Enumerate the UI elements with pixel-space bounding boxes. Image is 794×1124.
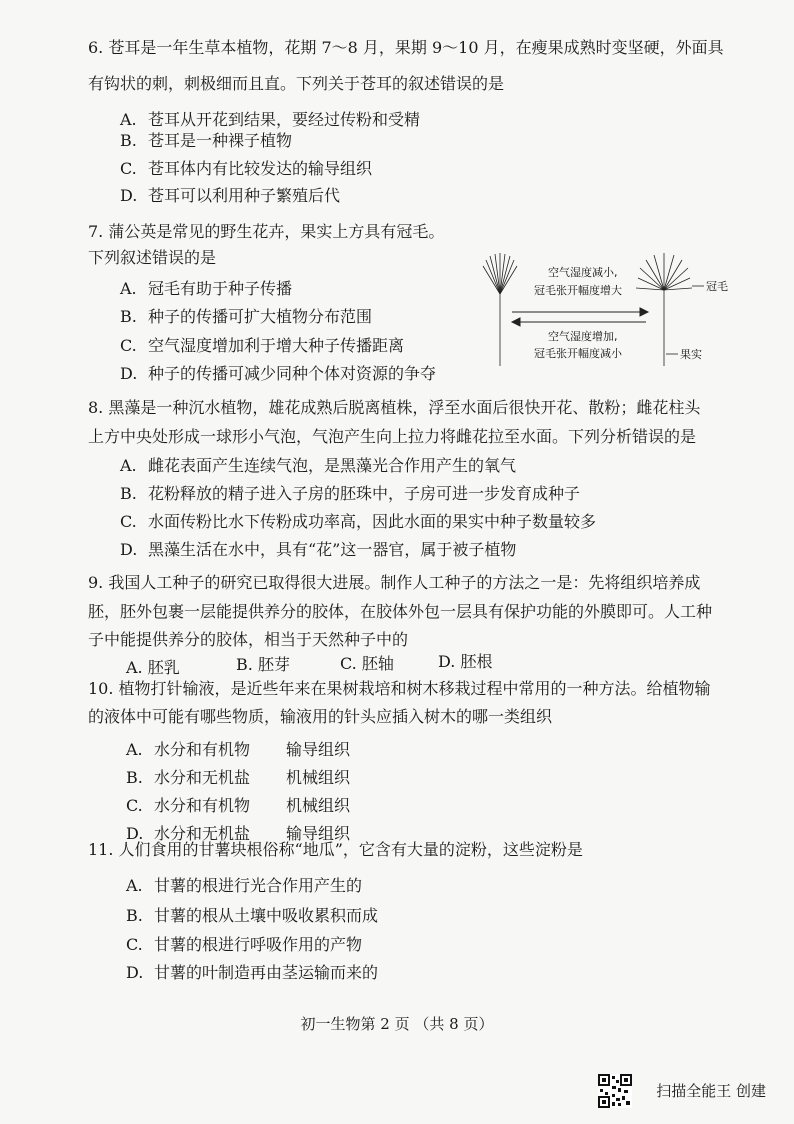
q11-stem-line1: 11. 人们食用的甘薯块根俗称“地瓜”，它含有大量的淀粉，这些淀粉是 [88, 840, 583, 859]
q11-option-b: B. 甘薯的根从土壤中吸收累积而成 [126, 906, 379, 925]
q9-stem-line2: 胚，胚外包裹一层能提供养分的胶体，在胶体外包一层具有保护功能的外膜即可。人工种 [88, 602, 713, 621]
q6-option-a: A. 苍耳从开花到结果，要经过传粉和受精 [120, 110, 421, 129]
q9-option-c: C. 胚轴 [340, 654, 394, 673]
q11-option-a: A. 甘薯的根进行光合作用产生的 [126, 876, 363, 895]
q9-stem-line3: 子中能提供养分的胶体，相当于天然种子中的 [88, 630, 409, 649]
q9-stem-line1: 9. 我国人工种子的研究已取得很大进展。制作人工种子的方法之一是：先将组织培养成 [88, 573, 701, 592]
q7-option-d: D. 种子的传播可减少同种个体对资源的争夺 [120, 364, 437, 383]
q9-option-b: B. 胚芽 [236, 655, 290, 674]
scanner-stamp: 扫描全能王 创建 [656, 1082, 766, 1100]
q7-option-a: A. 冠毛有助于种子传播 [120, 279, 293, 298]
q11-option-d: D. 甘薯的叶制造再由茎运输而来的 [126, 963, 379, 982]
q7-stem-line2: 下列叙述错误的是 [88, 248, 217, 267]
q7-option-b: B. 种子的传播可扩大植物分布范围 [120, 307, 373, 326]
q8-stem-line1: 8. 黑藻是一种沉水植物，雄花成熟后脱离植株，浮至水面后很快开花、散粉；雌花柱头 [88, 398, 701, 417]
q8-option-d: D. 黑藻生活在水中，具有“花”这一器官，属于被子植物 [120, 540, 517, 559]
q6-stem-line1: 6. 苍耳是一年生草本植物，花期 7～8 月，果期 9～10 月，在瘦果成熟时变坚硬，外面具 [88, 38, 724, 57]
left-arrow-icon [512, 318, 646, 326]
bottom-arrow-text-line1: 空气湿度增加, [548, 330, 618, 343]
top-arrow-text-line2: 冠毛张开幅度增大 [534, 284, 622, 297]
q10-option-d: D. 水分和无机盐 输导组织 [126, 824, 351, 843]
label-fruit: 果实 [680, 348, 702, 361]
q10-stem-line1: 10. 植物打针输液，是近些年来在果树栽培和树木移栽过程中常用的一种方法。给植物输 [88, 679, 711, 698]
q8-option-c: C. 水面传粉比水下传粉成功率高，因此水面的果实中种子数量较多 [120, 512, 597, 531]
q11-option-c: C. 甘薯的根进行呼吸作用的产物 [126, 935, 363, 954]
q10-option-a: A. 水分和有机物 输导组织 [126, 740, 351, 759]
q10-option-b: B. 水分和无机盐 机械组织 [126, 768, 351, 787]
q8-stem-line2: 上方中央处形成一球形小气泡，气泡产生向上拉力将雌花拉至水面。下列分析错误的是 [88, 427, 697, 446]
label-pappus: 冠毛 [706, 280, 728, 293]
right-arrow-icon [512, 308, 648, 316]
q10-stem-line2: 的液体中可能有哪些物质，输液用的针头应插入树木的哪一类组织 [88, 707, 553, 726]
q10-option-c: C. 水分和有机物 机械组织 [126, 796, 351, 815]
q9-option-a: A. 胚乳 [126, 658, 180, 677]
q7-option-c: C. 空气湿度增加利于增大种子传播距离 [120, 336, 405, 355]
q6-option-b: B. 苍耳是一种裸子植物 [120, 131, 293, 150]
page-footer: 初一生物第 2 页 （共 8 页） [300, 1015, 494, 1033]
q6-option-c: C. 苍耳体内有比较发达的输导组织 [120, 159, 373, 178]
q7-stem-line1: 7. 蒲公英是常见的野生花卉，果实上方具有冠毛。 [88, 222, 445, 241]
q8-option-a: A. 雌花表面产生连续气泡，是黑藻光合作用产生的氧气 [120, 456, 517, 475]
q8-option-b: B. 花粉释放的精子进入子房的胚珠中，子房可进一步发育成种子 [120, 484, 581, 503]
dandelion-closed-icon [483, 253, 517, 366]
q9-option-d: D. 胚根 [438, 652, 493, 671]
q6-stem-line2: 有钩状的刺，刺极细而且直。下列关于苍耳的叙述错误的是 [88, 74, 505, 93]
qr-code-icon [598, 1074, 632, 1108]
bottom-arrow-text-line2: 冠毛张开幅度减小 [534, 347, 622, 360]
top-arrow-text-line1: 空气湿度减小, [548, 266, 618, 279]
q6-option-d: D. 苍耳可以利用种子繁殖后代 [120, 186, 341, 205]
dandelion-figure [478, 252, 778, 370]
